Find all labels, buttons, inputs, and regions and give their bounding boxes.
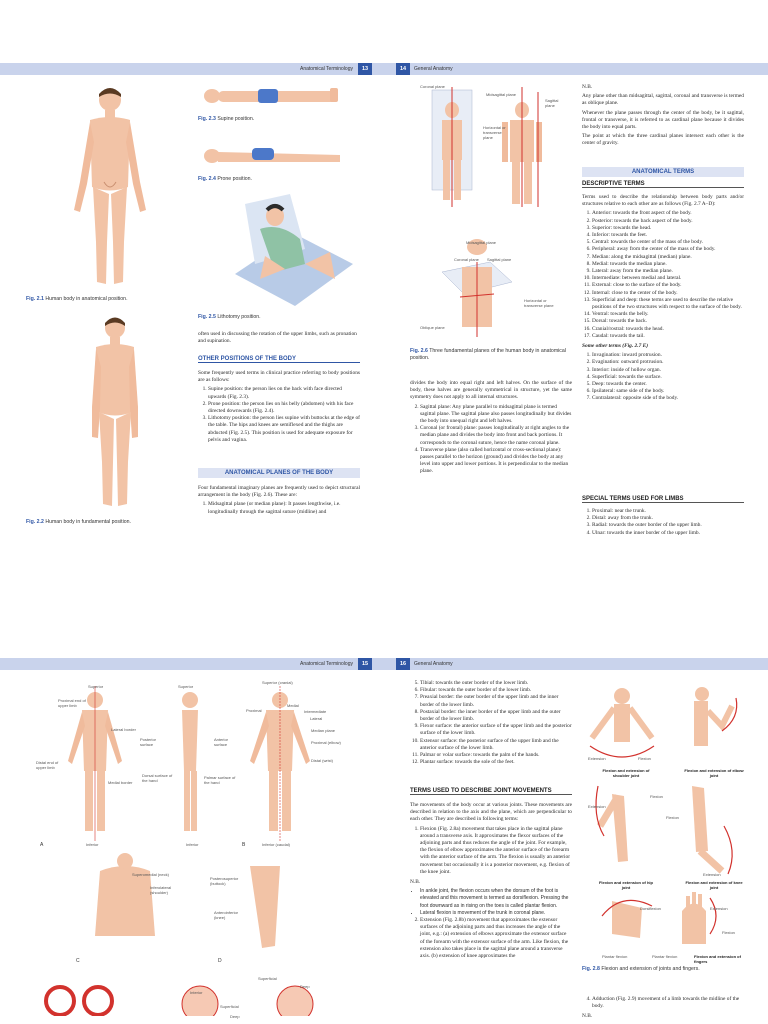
label-extension-hip: Extension: [588, 804, 606, 809]
label-shoulder-joint: Flexion and extension of shoulder joint: [602, 768, 650, 778]
label-deep-1: Deep: [300, 984, 310, 989]
list-item: 2. Posterior: towards the back aspect of the body.: [592, 218, 744, 225]
limb-terms-continued-block: [410, 680, 572, 766]
top-right-header: General Anatomy: [414, 66, 453, 72]
descriptive-terms-block: Terms used to describe the relationship between body parts and/or structures relative to each other are as follows (Fig. 2.7 A–D): 1. Anterior: towards the front aspect of the body. 2. Posterior: towards the back aspect of the body. 3. Superior: towards the head. 4. Inferior: towards the feet. 5. Central: towards the center of the mass of the body. 6. Peripheral: away from the center of the mass of the body. 7. Median: along the midsagittal (median) plane. 8. Medial: towards the median plane. 9. Lateral: away from the median plane. 10. Intermediate: between medial and lateral. 11. External: close to the surface of the body. 12. Internal: close to the center of the body. 13. Superficial and deep: these terms are used to describe the relative positions of the two structures with respect to the surface of the body. 14. Ventral: towards the belly. 15. Dorsal: towards the back. 16. Cranial/rostral: towards the head. 17. Caudal: towards the tail. Some other terms (Fig. 2.7 E) 1. Invagination: inward protrusion. 2. Evagination: outward protrusion. 3. Interior: inside of hollow organ. 4. Superficial: towards the surface. 5. Deep: towards the center. 6. Ipsilateral: same side of the body. 7. Contralateral: opposite side of the body.: [582, 194, 744, 403]
list-item: 1. Anterior: towards the front aspect of the body.: [592, 210, 744, 217]
list-item: 2. Extension (Fig. 2.8b) movement that approximates the extensor surfaces of the adjoining parts and thus increases the angle of the joint, e.g.: (a) extension of elbows approximate the extensor surface of the forearm with the extensor surface of the arm. Like flexion, the extension also takes place in the sagittal plane around a transverse axis. (b) extension of knee approximates the: [420, 917, 572, 960]
label-knee-joint: Flexion and extension of knee joint: [685, 880, 743, 890]
list-item: 14. Ventral: towards the belly.: [592, 311, 744, 318]
limb-terms-continued-list: [410, 680, 572, 766]
figure-flexion-extension: [582, 676, 752, 966]
list-item: 7. Contralateral: opposite side of the body.: [592, 395, 744, 402]
label-proximal-end-upper-limb: Proximal end of upper limb: [58, 698, 86, 708]
label-posterosuperior: Posterosuperior (buttock): [210, 876, 239, 886]
descriptive-terms-list: [582, 210, 744, 340]
label-proximal-elbow: Proximal (elbow): [311, 740, 341, 745]
label-inferior-caudal: Inferior (caudal): [262, 842, 291, 847]
panel-label-c: C: [76, 958, 80, 964]
heading-joint-movements: TERMS USED TO DESCRIBE JOINT MOVEMENTS: [410, 788, 572, 795]
label-flexion-fingers: Flexion: [722, 930, 735, 935]
label-oblique-plane: Oblique plane: [420, 325, 445, 330]
list-item: 6. Ipsilateral: same side of the body.: [592, 388, 744, 395]
page-number-15: 15: [358, 658, 372, 670]
para-rotation: often used in discussing the rotation of the upper limbs, such as pronation and supination.: [198, 331, 357, 345]
label-distal-wrist: Distal (wrist): [311, 758, 333, 763]
caption-fig-2-2: Fig. 2.2 Human body in fundamental position.: [26, 519, 131, 525]
label-superior-a: Superior: [88, 684, 104, 689]
list-item: 6. Fibular: towards the outer border of the lower limb.: [420, 687, 572, 694]
label-plantar-flexion-2: Plantar flexion: [652, 954, 678, 959]
list-item: 12. Internal: close to the center of the body.: [592, 290, 744, 297]
caption-fig-2-5: Fig. 2.5 Lithotomy position.: [198, 314, 261, 320]
heading-other-positions: OTHER POSITIONS OF THE BODY: [198, 356, 360, 363]
label-dorsal-surface-hand: Dorsal surface of the hand: [142, 773, 173, 783]
planes-intro-block: Four fundamental imaginary planes are frequently used to depict structural arrangement in the body (Fig. 2.6). These are: 1. Midsagittal plane (or median plane): It passes lengthwise, i.e. longitudinally through the sagittal suture (midline) and: [198, 485, 360, 516]
list-item: 2. Sagittal plane: Any plane parallel to midsagittal plane is termed sagittal plane. The sagittal plane also passes longitudinally but divides the body into unequal right and left halves.: [420, 404, 572, 426]
label-anterior-surface: Anterior surface: [214, 737, 229, 747]
page-number-16: 16: [396, 658, 410, 670]
label-flexion-hip: Flexion: [650, 794, 663, 799]
other-terms-list: [582, 352, 744, 402]
label-proximal: Proximal: [246, 708, 262, 713]
label-superior-b: Superior: [178, 684, 194, 689]
figure-prone: [200, 142, 350, 170]
label-fingers: Flexion and extension of fingers: [694, 954, 741, 964]
list-item: 11. Palmar or volar surface: towards the palm of the hands.: [420, 752, 572, 759]
panel-label-d: D: [218, 958, 222, 964]
list-item: 13. Superficial and deep: these terms are used to describe the relative positions of the two structures with respect to the surface of the body.: [592, 297, 744, 311]
label-sagittal-plane: Sagittal plane: [545, 98, 559, 108]
label-extension-fingers: Extension: [710, 906, 728, 911]
label-coronal-plane: Coronal plane: [420, 84, 445, 89]
heading-limb-terms: SPECIAL TERMS USED FOR LIMBS: [582, 496, 744, 503]
list-item: 3. Lithotomy position: the person lies supine with buttocks at the edge of the table. The hips and knees are semiflexed and the thighs are abducted (Fig. 2.5). This position is used for adequate exposure for pelvis and vagina.: [208, 415, 360, 444]
label-extension-knee: Extension: [703, 872, 721, 877]
list-item: 1. Invagination: inward protrusion.: [592, 352, 744, 359]
list-item: 15. Dorsal: towards the back.: [592, 318, 744, 325]
joint-movements-block: The movements of the body occur at various joints. These movements are described in relation to the axis and the plane, which are perpendicular to each other. They are described in following terms: 1. Flexion (Fig. 2.8a) movement that takes place in the sagittal plane around a transverse axis. It approximates the flexor surfaces of the adjoining parts and thus reduces the angle of the joint. For example, the flexion of elbow approximates the anterior surface of the forearm with the anterior surface of the arm. The flexion is usually an anterior movement but occasionally it is a posterior movement, e.g. flexion of the knee joint. N.B. • In ankle joint, the flexion occurs when the dorsum of the foot is elevated and this movement is termed as dorsiflexion. Pressing the foot downward as in rising on the toes is called plantar flexion. • Lateral flexion is movement of the trunk in coronal plane. 2. Extension (Fig. 2.8b) movement that approximates the extensor surfaces of the adjoining parts and thus increases the angle of the joint, e.g.: (a) extension of elbows approximate the extensor surface of the forearm with the extensor surface of the arm. Like flexion, the extension also takes place in the sagittal plane around a transverse axis. (b) extension of knee approximates the: [410, 802, 572, 960]
label-midsagittal-plane: Midsagittal plane: [486, 92, 517, 97]
label-extension-shoulder: Extension: [588, 756, 606, 761]
list-item: 3. Interior: inside of hollow organ.: [592, 367, 744, 374]
list-item: 6. Peripheral: away from the center of the mass of the body.: [592, 246, 744, 253]
bottom-right-header: General Anatomy: [414, 661, 453, 667]
nb-planes-block: N.B. Any plane other than midsagittal, sagittal, coronal and transverse is termed as oblique plane. Whenever the plane passes through the center of the body, be it sagittal, frontal or transverse, it is referred to as cardinal plane because it divides the body into equal parts. The point at which the three cardinal planes intersect each other is the center of gravity.: [582, 84, 744, 147]
label-superomedial: Superomedial (neck): [132, 872, 169, 877]
label-midsagittal-plane-2: Midsagittal plane: [466, 240, 497, 245]
label-posterior-surface: Posterior surface: [140, 737, 157, 747]
limb-terms-block: [582, 508, 744, 537]
label-distal-end-upper-limb: Distal end of upper limb: [36, 760, 59, 770]
planes-continued-block: divides the body into equal right and left halves. On the surface of the body, these halves are generally symmetrical in structure, yet the same symmetry does not apply to all internal structures. 2. Sagittal plane: Any plane parallel to midsagittal plane is termed sagittal plane. The sagittal plane also passes longitudinally but divides the body into unequal right and left halves. 3. Coronal (or frontal) plane: passes longitudinally at right angles to the median plane and divides the body into front and back portions. It corresponds to the coronal suture, hence the name coronal plane. 4. Transverse plane (also called horizontal or cross-sectional plane): passes parallel to the horizon (ground) and divides the body at any level into upper and lower portions. It is perpendicular to the median plane.: [410, 380, 572, 476]
label-anteroinferior: Anteroinferior (knee): [214, 910, 239, 920]
label-flexion-shoulder: Flexion: [638, 756, 651, 761]
caption-fig-2-6: Fig. 2.6 Three fundamental planes of the human body in anatomical position.: [410, 348, 566, 361]
label-superficial-2: Superficial: [220, 1004, 239, 1009]
label-lateral: Lateral: [310, 716, 323, 721]
list-item: 4. Transverse plane (also called horizontal or cross-sectional plane): passes parallel to the horizon (ground) and divides the body at any level into upper and lower portions. It is perpendicular to the median plane.: [420, 447, 572, 476]
label-elbow-joint: Flexion and extension of elbow joint: [684, 768, 744, 778]
label-medial-border: Medial border: [108, 780, 133, 785]
heading-descriptive-terms: DESCRIPTIVE TERMS: [582, 181, 744, 188]
list-item: 10. Intermediate: between medial and lateral.: [592, 275, 744, 282]
list-item: • Lateral flexion is movement of the trunk in coronal plane.: [420, 910, 572, 917]
adduction-block: 4. Adduction (Fig. 2.9) movement of a limb towards the midline of the body. N.B.: [582, 996, 744, 1023]
list-item: 9. Flexor surface: the anterior surface of the upper limb and the posterior surface of the lower limb.: [420, 723, 572, 737]
label-inferior-a: Inferior: [86, 842, 99, 847]
label-intermediate: Intermediate: [304, 709, 327, 714]
bottom-left-header: Anatomical Terminology: [300, 661, 353, 667]
figure-descriptive-terms: [40, 686, 370, 1016]
label-median-plane: Median plane: [311, 728, 336, 733]
other-positions-block: Some frequently used terms in clinical practice referring to body positions are as follows: 1. Supine position: the person lies on the back with face directed upwards (Fig. 2.3). 2. Prone position: the person lies on his belly (abdomen) with his face directed downwards (Fig. 2.4). 3. Lithotomy position: the person lies supine with buttocks at the edge of the table. The hips and knees are semiflexed and the thighs are abducted (Fig. 2.5). This position is used for adequate exposure for pelvis and vagina.: [198, 370, 360, 444]
caption-fig-2-3: Fig. 2.3 Supine position.: [198, 116, 255, 122]
list-item: 16. Cranial/rostral: towards the head.: [592, 326, 744, 333]
list-item: 5. Central: towards the center of the mass of the body.: [592, 239, 744, 246]
page-number-13: 13: [358, 63, 372, 75]
page-number-14: 14: [396, 63, 410, 75]
list-item: 2. Distal: away from the trunk.: [592, 515, 744, 522]
list-item: 8. Medial: towards the median plane.: [592, 261, 744, 268]
heading-anatomical-planes: ANATOMICAL PLANES OF THE BODY: [198, 468, 360, 478]
heading-anatomical-terms: ANATOMICAL TERMS: [582, 167, 744, 177]
list-item: 2. Prone position: the person lies on his belly (abdomen) with his face directed downwards (Fig. 2.4).: [208, 401, 360, 415]
label-inferolateral: Inferolateral (shoulder): [150, 885, 172, 895]
label-flexion-knee: Flexion: [666, 815, 679, 820]
label-palmar-surface-hand: Palmar surface of the hand: [204, 775, 236, 785]
list-item: • In ankle joint, the flexion occurs when the dorsum of the foot is elevated and this movement is termed as dorsiflexion. Pressing the foot downward as in rising on the toes is called plantar flexion.: [420, 888, 572, 910]
list-item: 3. Coronal (or frontal) plane: passes longitudinally at right angles to the median plane and divides the body into front and back portions. It corresponds to the coronal suture, hence the name coronal plane.: [420, 425, 572, 447]
label-lateral-border: Lateral border: [111, 727, 136, 732]
figure-supine: [200, 82, 350, 112]
list-item: 1. Supine position: the person lies on the back with face directed upwards (Fig. 2.3).: [208, 386, 360, 400]
top-header-bar: [0, 63, 768, 75]
list-item: 3. Superior: towards the head.: [592, 225, 744, 232]
list-item: 5. Deep: towards the center.: [592, 381, 744, 388]
list-item: 12. Plantar surface: towards the sole of the feet.: [420, 759, 572, 766]
bottom-header-bar: [0, 658, 768, 670]
limb-terms-list: [582, 508, 744, 537]
label-dorsiflexion: Dorsiflexion: [640, 906, 661, 911]
list-item: 2. Evagination: outward protrusion.: [592, 359, 744, 366]
panel-label-b: B: [242, 842, 246, 848]
list-item: 1. Midsagittal plane (or median plane): It passes lengthwise, i.e. longitudinally through the sagittal suture (midline) and: [208, 501, 360, 515]
list-item: 1. Proximal: near the trunk.: [592, 508, 744, 515]
label-sagittal-plane-2: Sagittal plane: [487, 257, 512, 262]
label-hip-joint: Flexion and extension of hip joint: [598, 880, 653, 890]
figure-fundamental-position: [70, 312, 160, 512]
label-plantar-flexion: Plantar flexion: [602, 954, 628, 959]
list-item: 9. Lateral: away from the median plane.: [592, 268, 744, 275]
label-superior-cranial: Superior (cranial): [262, 680, 293, 685]
figure-anatomical-position: [60, 82, 160, 292]
label-superficial-1: Superficial: [258, 976, 277, 981]
label-horizontal-plane: Horizontal or transverse plane: [483, 125, 506, 140]
list-item: 3. Radial: towards the outer border of the upper limb.: [592, 522, 744, 529]
list-item: 17. Caudal: towards the tail.: [592, 333, 744, 340]
list-item: 7. Median: along the midsagittal (median) plane.: [592, 254, 744, 261]
label-deep-2: Deep: [230, 1014, 240, 1019]
list-item: 4. Adduction (Fig. 2.9) movement of a limb towards the midline of the body.: [592, 996, 744, 1010]
caption-fig-2-8: Fig. 2.8 Flexion and extension of joints and fingers.: [582, 966, 700, 972]
list-item: 4. Ulnar: towards the inner border of the upper limb.: [592, 530, 744, 537]
panel-label-a: A: [40, 842, 44, 848]
list-item: 11. External: close to the surface of the body.: [592, 282, 744, 289]
list-item: 8. Postaxial border: the inner border of the upper limb and the outer border of the lower limb.: [420, 709, 572, 723]
list-item: 7. Preaxial border: the outer border of the upper limb and the inner border of the lower limb.: [420, 694, 572, 708]
label-interior: Interior: [190, 990, 203, 995]
list-item: 10. Extensor surface: the posterior surface of the upper limb and the anterior surface of the lower limb.: [420, 738, 572, 752]
label-medial: Medial: [287, 703, 299, 708]
caption-fig-2-4: Fig. 2.4 Prone position.: [198, 176, 252, 182]
caption-fig-2-1: Fig. 2.1 Human body in anatomical position.: [26, 296, 128, 302]
label-inferior-b: Inferior: [186, 842, 199, 847]
figure-lithotomy: [225, 194, 355, 312]
label-horizontal-plane-2: Horizontal or transverse plane: [524, 298, 554, 308]
list-item: 4. Inferior: towards the feet.: [592, 232, 744, 239]
list-item: 1. Flexion (Fig. 2.8a) movement that takes place in the sagittal plane around a transverse axis. It approximates the flexor surfaces of the adjoining parts and thus reduces the angle of the joint. For example, the flexion of elbow approximates the anterior surface of the forearm with the anterior surface of the arm. The flexion is usually an anterior movement but occasionally it is a posterior movement, e.g. flexion of the knee joint.: [420, 826, 572, 876]
list-item: 4. Superficial: towards the surface.: [592, 374, 744, 381]
top-left-header: Anatomical Terminology: [300, 66, 353, 72]
list-item: 5. Tibial: towards the outer border of the lower limb.: [420, 680, 572, 687]
label-coronal-plane-2: Coronal plane: [454, 257, 479, 262]
